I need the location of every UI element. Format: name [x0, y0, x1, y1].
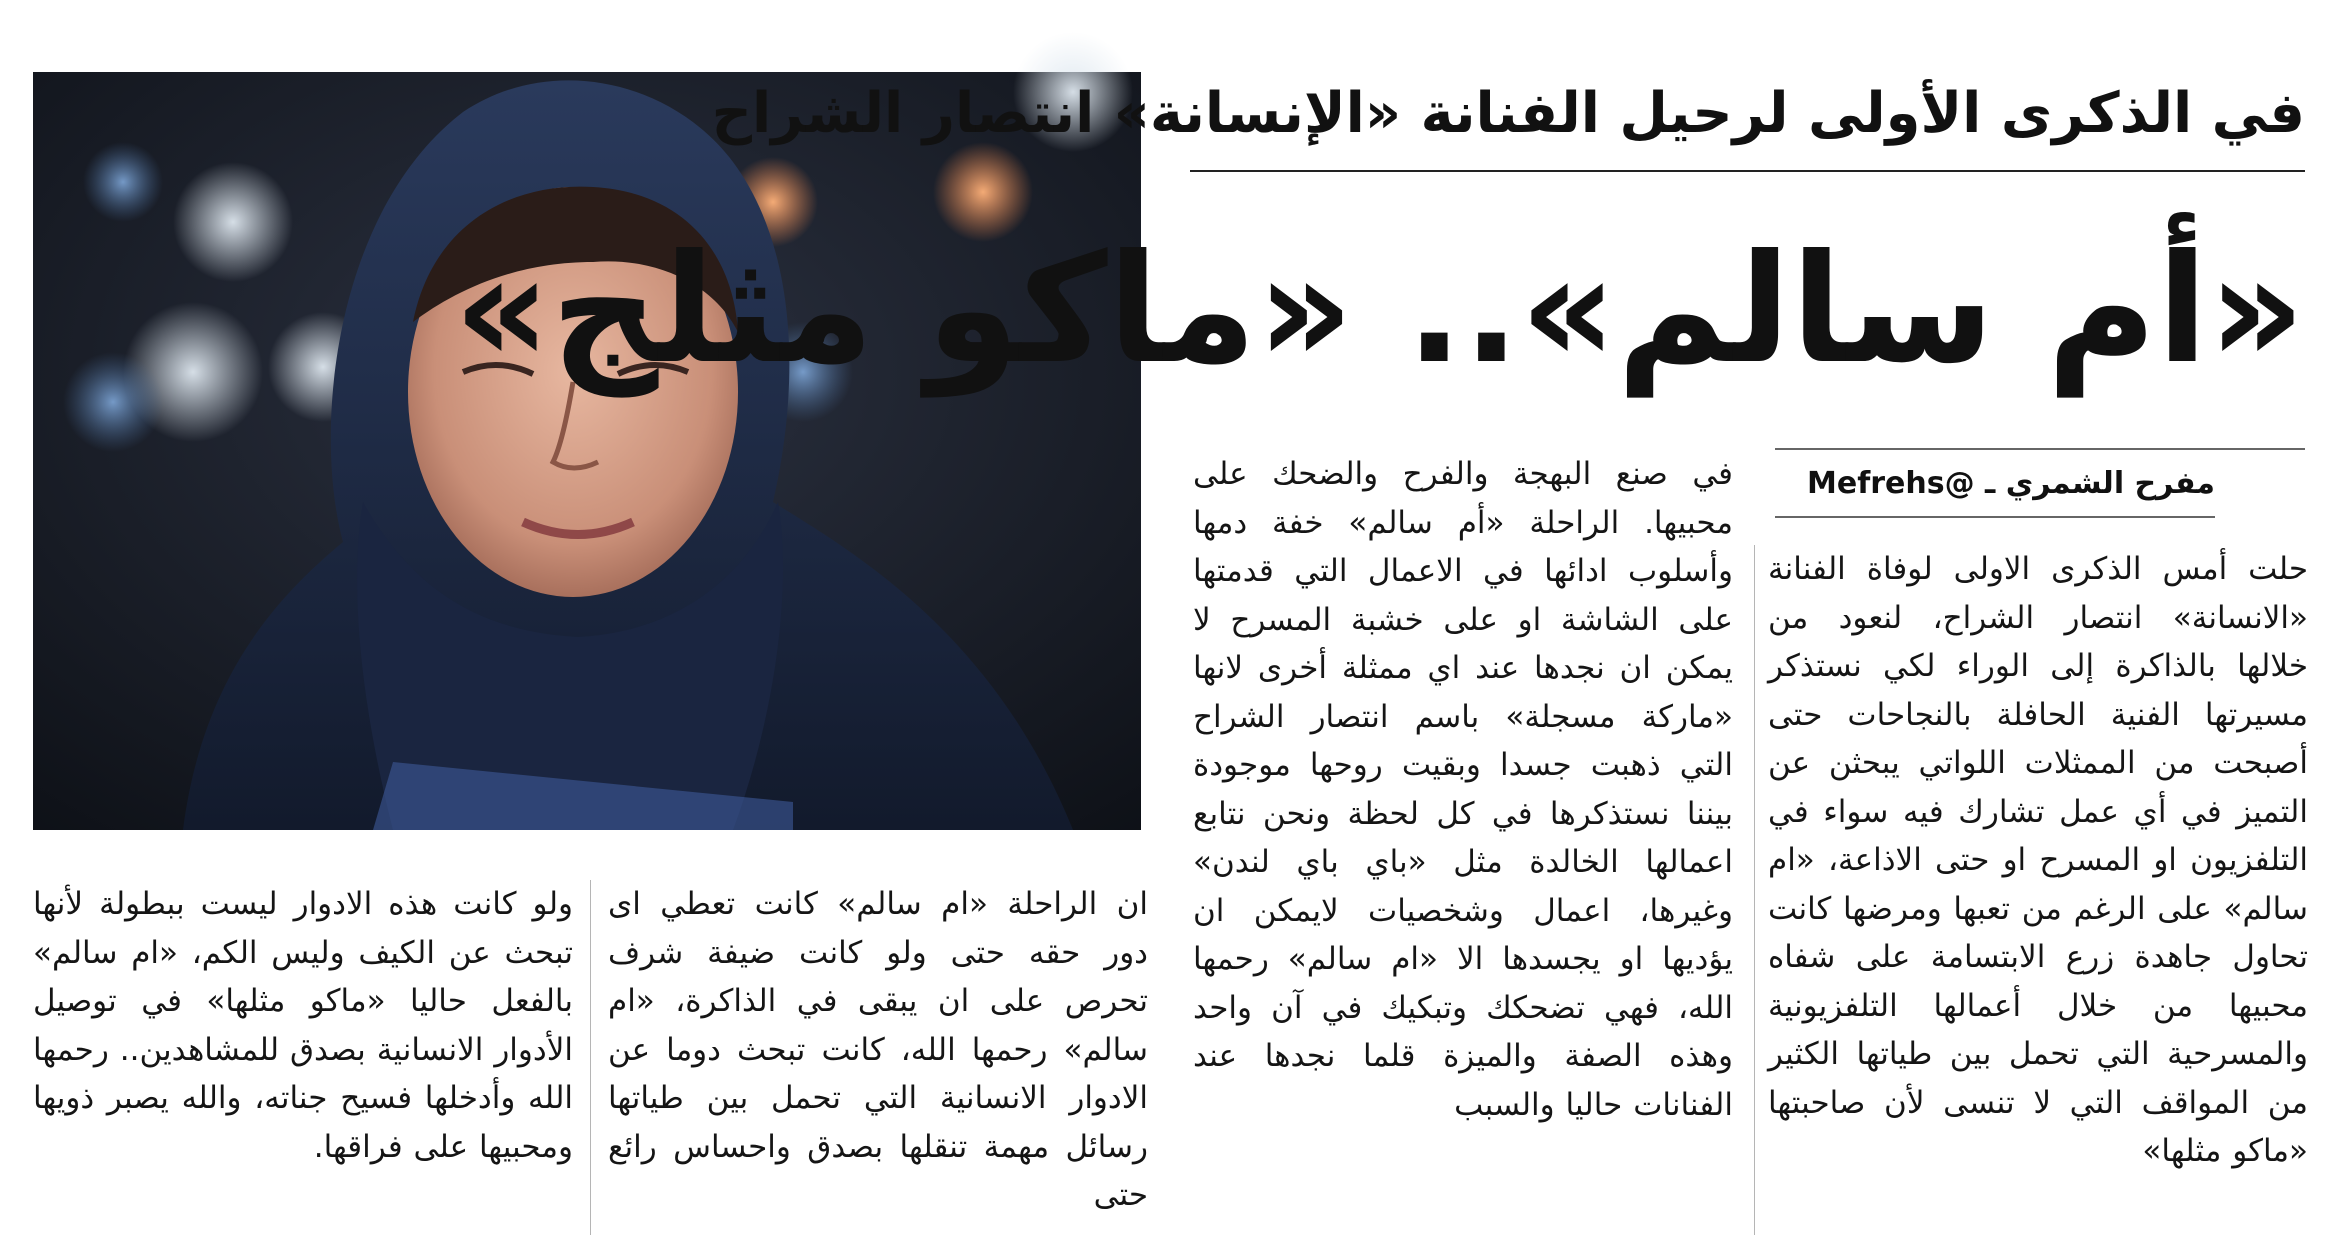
- article-photo: [33, 72, 1141, 830]
- column-divider: [590, 880, 591, 1235]
- kicker-divider: [1190, 170, 2305, 172]
- article-byline: مفرح الشمري ـ @Mefrehs: [1807, 466, 2215, 501]
- article-column-2: في صنع البهجة والفرح والضحك على محبيها. الراحلة «أم سالم» خفة دمها وأسلوب ادائها في الاعمال التي قدمتها على الشاشة او على خشبة المسرح لا يمكن ان نجدها عند اي ممثلة أخرى لانها «ماركة مسجلة» باسم انتصار الشراح التي ذهبت جسدا وبقيت روحها موجودة بيننا نستذكرها في كل لحظة ونحن نتابع اعمالها الخالدة مثل «باي باي لندن» وغيرها، اعمال وشخصيات لايمكن ان يؤديها او يجسدها الا «ام سالم» رحمها الله، فهي تضحكك وتبكيك في آن واحد وهذه الصفة والميزة قلما نجدها عند الفنانات حاليا والسبب: [1193, 456, 1733, 1123]
- byline-divider-bottom: [1775, 516, 2215, 518]
- byline-divider-top: [1775, 448, 2305, 450]
- portrait-photo-icon: [33, 72, 1141, 830]
- article-kicker: في الذكرى الأولى لرحيل الفنانة «الإنسانة» انتصار الشراح: [711, 81, 2305, 146]
- article-column-3: ان الراحلة «ام سالم» كانت تعطي اى دور حقه حتى ولو كانت ضيفة شرف تحرص على ان يبقى في الذاكرة، «ام سالم» رحمها الله، كانت تبحث دوما عن الادوار الانسانية التي تحمل بين طياتها رسائل مهمة تنقلها بصدق واحساس رائع حتى: [608, 886, 1148, 1213]
- article-title: «أم سالم».. «ماكو مثلج»: [453, 223, 2305, 397]
- article-column-4: ولو كانت هذه الادوار ليست ببطولة لأنها تبحث عن الكيف وليس الكم، «ام سالم» بالفعل حاليا «ماكو مثلها» في توصيل الأدوار الانسانية بصدق للمشاهدين.. رحمها الله وأدخلها فسيح جناته، والله يصبر ذويها ومحبيها على فراقها.: [33, 886, 573, 1165]
- column-divider: [1754, 545, 1755, 1235]
- article-column-1: حلت أمس الذكرى الاولى لوفاة الفنانة «الانسانة» انتصار الشراح، لنعود من خلالها بالذاكرة إلى الوراء لكي نستذكر مسيرتها الفنية الحافلة بالنجاحات حتى أصبحت من الممثلات اللواتي يبحثن عن التميز في أي عمل تشارك فيه سواء في التلفزيون او المسرح او حتى الاذاعة، «ام سالم» على الرغم من تعبها ومرضها كانت تحاول جاهدة زرع الابتسامة على شفاه محبيها من خلال أعمالها التلفزيونية والمسرحية التي تحمل بين طياتها الكثير من المواقف التي لا تنسى لأن صاحبتها «ماكو مثلها»: [1768, 551, 2308, 1169]
